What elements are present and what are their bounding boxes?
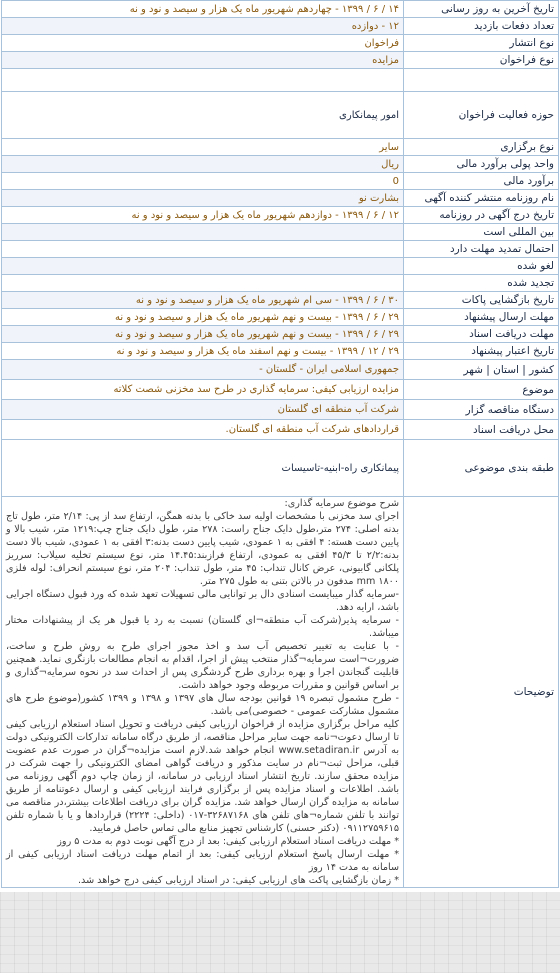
field-label: نوع برگزاری <box>404 139 559 156</box>
table-row <box>2 292 559 309</box>
field-value <box>2 258 404 275</box>
field-value: ۱۲ - دوازده <box>2 18 404 35</box>
field-label: تاریخ درج آگهی در روزنامه <box>404 207 559 224</box>
field-label: بین المللی است <box>404 224 559 241</box>
field-label: تاریخ آخرین به روز رسانی <box>404 1 559 18</box>
row-activity <box>2 92 559 139</box>
footer-strip <box>0 892 560 973</box>
field-value: مزایده ارزیابی کیفی: سرمایه گذاری در طرح سد مخزنی شصت کلاته <box>2 380 404 400</box>
table-row <box>2 400 559 420</box>
table-row <box>2 224 559 241</box>
field-label: تاریخ اعتبار پیشنهاد <box>404 343 559 360</box>
field-label: واحد پولی برآورد مالی <box>404 156 559 173</box>
field-value: ۱۲ / ۶ / ۱۳۹۹ - دوازدهم شهریور ماه یک هزار و سیصد و نود و نه <box>2 207 404 224</box>
description-line: اجرای سد مخزنی با مشخصات اولیه سد خاکی با بدنه همگن، ارتفاع سد از پی: ۲/۱۴ متر، طول تاج بدنه اصلی: ۲۷۴ متر،طول دایک جناح راست: ۲۷۸ متر، طول دایک جناح چپ:۱۲۱۹ متر، شیب بالا و پایین دست هسته: ۴ افقی به ۱ عمودی، شیب پایین دست بدنه:۳ افقی به ۱ عمودی، شیب بالا دست بدنه:۲/۲ تا ۴۵/۳ افقی به عمودی، ارتفاع فرازبند:۱۴.۴۵ متر، نوع سیستم تخلیه سیلاب: سرریز پلکانی گابیونی، عرض کانال تنداب: ۴۵ متر، طول تنداب: ۲۰۴ متر، نوع سیستم انحراف: لوله فلزی ۱۸۰۰ mm مدفون در بالاتن بتنی به طول ۲۷۵ متر. <box>6 511 400 587</box>
table-row <box>2 139 559 156</box>
description-line: - با عنایت به تغییر تخصیص آب سد و اخذ مجوز اجرای طرح به روش طرح و ساخت، ضرورت¬است سرمایه¬گذار منتخب پیش از اجرا، اقدام به انجام مطالعات بازنگری نماید. همچنین قابلیت گنجاندن اجرا و بهره برداری طرح گردشگری پس از احداث سد در نحوه سرمایه¬گذاری و بر اساس قوانین و مقررات مربوطه وجود خواهد داشت. <box>6 641 399 691</box>
field-label: کشور | استان | شهر <box>404 360 559 380</box>
field-label: نام روزنامه منتشر کننده آگهی <box>404 190 559 207</box>
table-row <box>2 275 559 292</box>
field-value: ۳۰ / ۶ / ۱۳۹۹ - سی ام شهریور ماه یک هزار و سیصد و نود و نه <box>2 292 404 309</box>
spacer-row <box>2 69 559 92</box>
field-label: لغو شده <box>404 258 559 275</box>
description-line: شرح موضوع سرمایه گذاری: <box>284 498 399 509</box>
field-label: تعداد دفعات بازدید <box>404 18 559 35</box>
activity-value: امور پیمانکاری <box>2 92 404 139</box>
field-label: احتمال تمدید مهلت دارد <box>404 241 559 258</box>
field-value: بشارت نو <box>2 190 404 207</box>
description-label: توضیحات <box>404 497 559 888</box>
table-row <box>2 360 559 380</box>
category-value: پیمانکاری راه-ابنیه-تاسیسات <box>2 440 404 497</box>
description-line: - طرح مشمول تبصره ۱۹ قوانین بودجه سال های ۱۳۹۷ و ۱۳۹۸ و ۱۳۹۹ کشور(موضوع طرح های مشمول مشارکت عمومی - خصوصی)می باشد. <box>6 693 399 717</box>
field-value: سایر <box>2 139 404 156</box>
table-row <box>2 258 559 275</box>
description-line: * مهلت دریافت اسناد استعلام ارزیابی کیفی: بعد از درج آگهی نوبت دوم به مدت ۵ روز <box>57 836 399 847</box>
description-line: * مهلت ارسال پاسخ استعلام ارزیابی کیفی: بعد از اتمام مهلت دریافت اسناد ارزیابی کیفی از سامانه به مدت ۱۴ روز <box>6 849 399 873</box>
table-row <box>2 241 559 258</box>
description-line: * زمان بازگشایی پاکت های ارزیابی کیفی: در اسناد ارزیابی کیفی درج خواهد شد. <box>77 875 399 886</box>
table-row <box>2 52 559 69</box>
field-value <box>2 275 404 292</box>
field-value: ۲۹ / ۶ / ۱۳۹۹ - بیست و نهم شهریور ماه یک هزار و سیصد و نود و نه <box>2 326 404 343</box>
table-row <box>2 173 559 190</box>
table-row <box>2 18 559 35</box>
description-text <box>2 497 404 888</box>
field-label: مهلت ارسال پیشنهاد <box>404 309 559 326</box>
field-label: تجدید شده <box>404 275 559 292</box>
field-value: ۲۹ / ۱۲ / ۱۳۹۹ - بیست و نهم اسفند ماه یک هزار و سیصد و نود و نه <box>2 343 404 360</box>
description-line: کلیه مراحل برگزاری مزایده از فراخوان ارزیابی کیفی دریافت و تحویل اسناد استعلام ارزیابی کیفی تا ارسال دعوت¬نامه جهت سایر مراحل مناقصه، از طریق درگاه سامانه تدارکات الکترونیکی دولت به آدرس www.setadiran.ir انجام خواهد شد.لازم است مزایده¬گران در صورت عدم عضویت قبلی، مراحل ثبت¬نام در سایت مذکور و دریافت گواهی امضای الکترونیکی را جهت شرکت در مزایده محقق سازند. تاریخ انتشار اسناد ارزیابی در سامانه، از زمان چاپ دوم آگهی روزنامه می باشد. اطلاعات و اسناد مزایده پس از برگزاری فرایند ارزیابی کیفی و ارسال دعوتنامه از طریق سامانه به مزایده گران ارسال خواهد شد. مزایده گران برای دریافت اطلاعات بیشتر،در مناقصه می توانند با تلفن شماره¬های تلفن های ۳۲۶۸۷۱۶۸-۰۱۷ (داخلی: ۲۲۲۴) قراردادها و یا با شماره تلفن ۰۹۱۱۲۷۵۹۶۱۵ (دکتر حسنی) کارشناس تجهیز منابع مالی تماس حاصل فرمایید. <box>6 719 399 834</box>
table-row <box>2 35 559 52</box>
table-row <box>2 1 559 18</box>
description-line: -سرمایه گذار میبایست اسنادی دال بر توانایی مالی تسهیلات تعهد شده که ورد قبول دستگاه اجرایی باشد، ارایه دهد. <box>6 589 399 613</box>
field-label: دستگاه مناقصه گزار <box>404 400 559 420</box>
field-value: ۱۴ / ۶ / ۱۳۹۹ - چهاردهم شهریور ماه یک هزار و سیصد و نود و نه <box>2 1 404 18</box>
activity-label: حوزه فعالیت فراخوان <box>404 92 559 139</box>
field-value: جمهوری اسلامی ایران - گلستان - <box>2 360 404 380</box>
row-description <box>2 497 559 888</box>
field-label: مهلت دریافت اسناد <box>404 326 559 343</box>
table-row <box>2 207 559 224</box>
field-label: موضوع <box>404 380 559 400</box>
table-row <box>2 420 559 440</box>
table-row <box>2 190 559 207</box>
field-value: شرکت آب منطقه ای گلستان <box>2 400 404 420</box>
field-value: 0 <box>2 173 404 190</box>
tender-info-table <box>1 0 559 888</box>
field-label: برآورد مالی <box>404 173 559 190</box>
field-label: تاریخ بازگشایی پاکات <box>404 292 559 309</box>
field-value: مزایده <box>2 52 404 69</box>
field-label: نوع فراخوان <box>404 52 559 69</box>
table-row <box>2 326 559 343</box>
field-value: فراخوان <box>2 35 404 52</box>
field-value <box>2 224 404 241</box>
field-value <box>2 241 404 258</box>
category-label: طبقه بندی موضوعی <box>404 440 559 497</box>
table-row <box>2 309 559 326</box>
field-value: قراردادهای شرکت آب منطقه ای گلستان. <box>2 420 404 440</box>
field-label: محل دریافت اسناد <box>404 420 559 440</box>
description-line: - سرمایه پذیر(شرکت آب منطقه¬ای گلستان) نسبت به رد یا قبول هر یک از پیشنهادات مختار میباشد. <box>6 615 399 639</box>
table-row <box>2 156 559 173</box>
field-value: ریال <box>2 156 404 173</box>
table-row <box>2 343 559 360</box>
field-label: نوع انتشار <box>404 35 559 52</box>
field-value: ۲۹ / ۶ / ۱۳۹۹ - بیست و نهم شهریور ماه یک هزار و سیصد و نود و نه <box>2 309 404 326</box>
row-category <box>2 440 559 497</box>
table-row <box>2 380 559 400</box>
